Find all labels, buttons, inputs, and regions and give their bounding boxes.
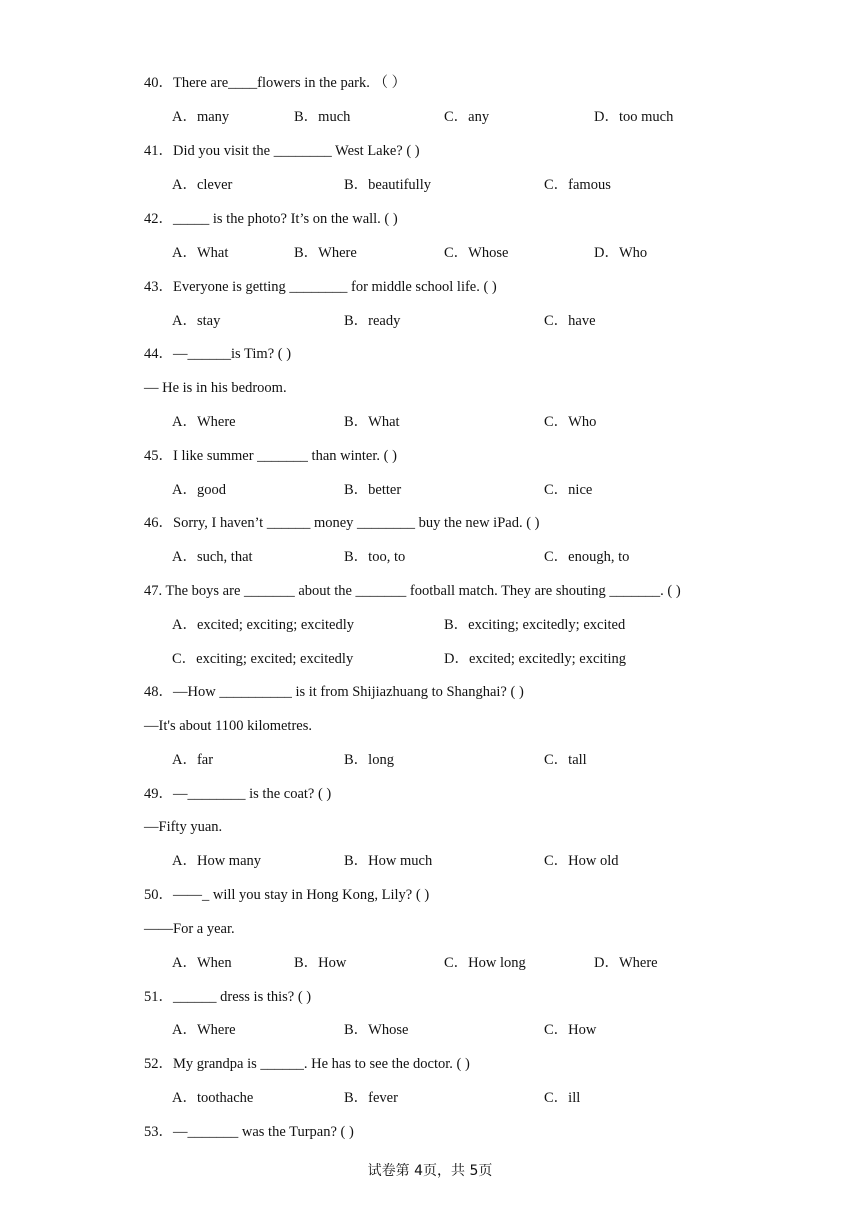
q45-option-c: C．nice [544, 482, 593, 498]
q48-option-c: C．tall [544, 752, 587, 768]
q41-option-b: B．beautifully [344, 177, 431, 193]
q41-option-c: C．famous [544, 177, 611, 193]
question-47: 47. The boys are _______ about the _______ football match. They are shouting _______. ( ) [144, 583, 681, 599]
question-49: 49．—________ is the coat? ( ) [144, 786, 332, 802]
q43-option-a: A．stay [172, 313, 221, 329]
question-43: 43．Everyone is getting ________ for middle school life. ( ) [144, 279, 497, 295]
q42-option-d: D．Who [594, 245, 648, 261]
q50-option-d: D．Where [594, 955, 658, 971]
q44-option-c: C．Who [544, 414, 597, 430]
q50-option-a: A．When [172, 955, 232, 971]
q49-option-a: A．How many [172, 853, 262, 869]
q47-option-c: C．exciting; excited; excitedly [172, 651, 354, 667]
question-50: 50．——_ will you stay in Hong Kong, Lily? ( ) [144, 887, 430, 903]
q47-option-d: D．excited; excitedly; exciting [444, 651, 626, 667]
q45-option-a: A．good [172, 482, 226, 498]
q52-option-b: B．fever [344, 1090, 398, 1106]
q42-option-a: A．What [172, 245, 229, 261]
question-45: 45．I like summer _______ than winter. ( ) [144, 448, 397, 464]
q46-option-b: B．too, to [344, 549, 406, 565]
q52-option-a: A．toothache [172, 1090, 254, 1106]
question-41: 41．Did you visit the ________ West Lake? ( ) [144, 143, 420, 159]
q46-option-a: A．such, that [172, 549, 253, 565]
question-48: 48．—How __________ is it from Shijiazhuang to Shanghai? ( ) [144, 684, 524, 700]
q50-option-b: B．How [294, 955, 347, 971]
q49-option-b: B．How much [344, 853, 433, 869]
q43-option-b: B．ready [344, 313, 401, 329]
q41-option-a: A．clever [172, 177, 233, 193]
question-52: 52．My grandpa is ______. He has to see the doctor. ( ) [144, 1056, 470, 1072]
q40-option-b: B．much [294, 109, 351, 125]
q46-option-c: C．enough, to [544, 549, 630, 565]
question-46: 46．Sorry, I haven’t ______ money ________ buy the new iPad. ( ) [144, 515, 540, 531]
q50-answer-line: ——For a year. [144, 921, 235, 937]
q47-option-a: A．excited; exciting; excitedly [172, 617, 354, 633]
q48-option-a: A．far [172, 752, 214, 768]
page-footer: 试卷第 4页，共 5页 [367, 1163, 493, 1179]
q45-option-b: B．better [344, 482, 402, 498]
question-40: 40．There are____flowers in the park. （ ） [144, 75, 407, 91]
q48-option-b: B．long [344, 752, 394, 768]
q51-option-a: A．Where [172, 1022, 236, 1038]
q47-option-b: B．exciting; excitedly; excited [444, 617, 626, 633]
q48-answer-line: —It's about 1100 kilometres. [144, 718, 312, 734]
q40-option-c: C．any [444, 109, 490, 125]
q51-option-b: B．Whose [344, 1022, 409, 1038]
q40-option-a: A．many [172, 109, 230, 125]
q52-option-c: C．ill [544, 1090, 581, 1106]
q51-option-c: C．How [544, 1022, 597, 1038]
question-44: 44．—______is Tim? ( ) [144, 346, 292, 362]
q40-option-d: D．too much [594, 109, 674, 125]
question-53: 53．—_______ was the Turpan? ( ) [144, 1124, 354, 1140]
q43-option-c: C．have [544, 313, 596, 329]
q49-option-c: C．How old [544, 853, 619, 869]
q44-answer-line: — He is in his bedroom. [144, 380, 287, 396]
q50-option-c: C．How long [444, 955, 526, 971]
q42-option-c: C．Whose [444, 245, 509, 261]
q42-option-b: B．Where [294, 245, 357, 261]
q44-option-a: A．Where [172, 414, 236, 430]
q49-answer-line: —Fifty yuan. [144, 819, 223, 835]
question-42: 42．_____ is the photo? It’s on the wall. ( ) [144, 211, 398, 227]
q44-option-b: B．What [344, 414, 400, 430]
question-51: 51．______ dress is this? ( ) [144, 989, 312, 1005]
